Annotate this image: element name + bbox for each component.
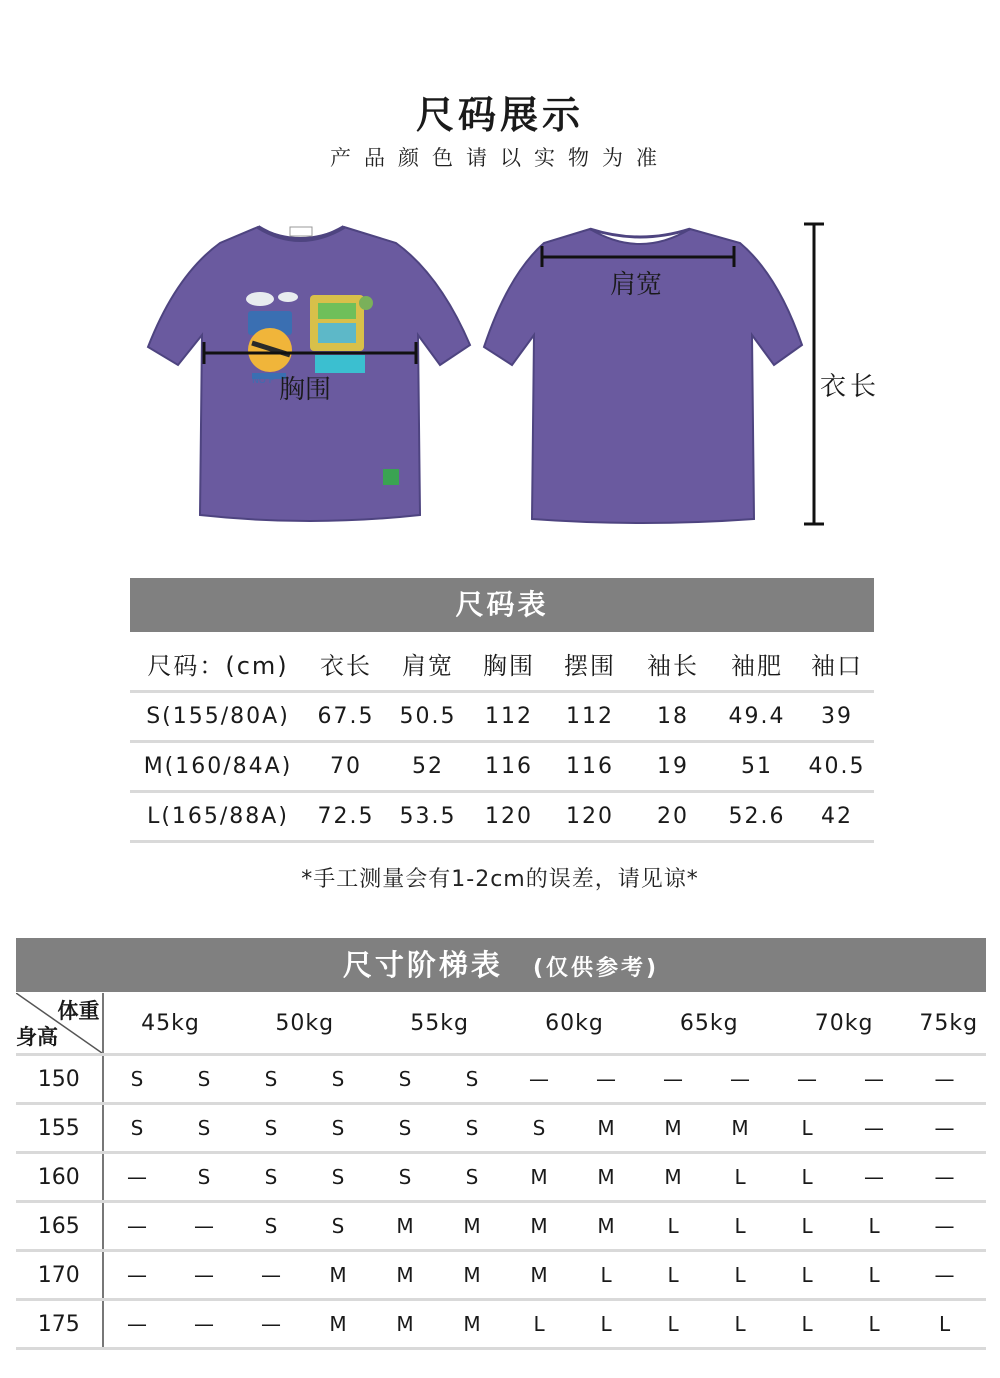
shoulder-label: 肩宽 [610, 270, 663, 300]
size-cell: M [463, 1312, 481, 1336]
header-cell: 肩宽 [386, 636, 470, 692]
table-cell: 40.5 [800, 742, 874, 792]
size-cell: S [197, 1165, 211, 1189]
size-cell: L [801, 1263, 813, 1287]
size-cell: M [329, 1312, 347, 1336]
size-cell: S [264, 1116, 278, 1140]
size-cells-group [103, 1300, 986, 1349]
badge-icon [383, 469, 399, 485]
size-cell: S [532, 1116, 546, 1140]
size-cell: — [934, 1067, 955, 1091]
size-cell: L [734, 1263, 746, 1287]
size-cells-group [103, 1055, 986, 1104]
size-cell: S [465, 1067, 479, 1091]
size-cell: — [194, 1312, 215, 1336]
length-label: 衣长 [820, 372, 881, 402]
header-cell: 胸围 [470, 636, 548, 692]
table-cell: 42 [800, 792, 874, 842]
size-cell: — [127, 1165, 148, 1189]
table-cell: 39 [800, 692, 874, 742]
size-cell: — [864, 1067, 885, 1091]
table-cell: 116 [470, 742, 548, 792]
header-cell: 袖长 [632, 636, 714, 692]
size-cell: — [934, 1214, 955, 1238]
header-cell: 衣长 [306, 636, 386, 692]
size-cell: L [734, 1165, 746, 1189]
size-cell: — [127, 1312, 148, 1336]
height-cell: 150 [16, 1055, 103, 1104]
size-cell: L [734, 1214, 746, 1238]
size-cell: S [398, 1165, 412, 1189]
size-chart-table [130, 636, 874, 843]
size-cell: M [329, 1263, 347, 1287]
height-cell: 175 [16, 1300, 103, 1349]
size-cell: M [597, 1214, 615, 1238]
size-cell: — [194, 1214, 215, 1238]
size-cell: M [530, 1165, 548, 1189]
size-cell: L [533, 1312, 545, 1336]
size-cell: M [664, 1116, 682, 1140]
size-cell: L [667, 1312, 679, 1336]
size-cell: S [197, 1116, 211, 1140]
size-cell: — [127, 1214, 148, 1238]
size-cell: L [667, 1263, 679, 1287]
size-cell: — [797, 1067, 818, 1091]
size-ladder-title-bar [16, 938, 986, 992]
weight-header-row [16, 993, 986, 1055]
size-cell: L [801, 1312, 813, 1336]
size-cell: — [730, 1067, 751, 1091]
size-ladder-title: 尺寸阶梯表 [342, 948, 503, 982]
table-cell: 52.6 [714, 792, 800, 842]
size-cell: — [934, 1165, 955, 1189]
table-cell: 67.5 [306, 692, 386, 742]
size-cell: S [465, 1116, 479, 1140]
size-cell: — [261, 1263, 282, 1287]
size-cell: M [396, 1263, 414, 1287]
weight-header: 65kg [642, 993, 777, 1055]
size-cell: M [463, 1214, 481, 1238]
chest-label: 胸围 [279, 375, 332, 405]
weight-header: 55kg [372, 993, 507, 1055]
size-cell: L [868, 1214, 880, 1238]
table-row [130, 692, 874, 742]
size-cell: S [331, 1165, 345, 1189]
header-cell: 摆围 [548, 636, 632, 692]
size-cell: S [331, 1214, 345, 1238]
height-cell: 155 [16, 1104, 103, 1153]
size-cell: — [127, 1263, 148, 1287]
size-cell: — [934, 1263, 955, 1287]
table-row [16, 1202, 986, 1251]
size-cells-group [103, 1251, 986, 1300]
table-row [16, 1300, 986, 1349]
table-row [130, 742, 874, 792]
table-cell: 19 [632, 742, 714, 792]
size-cell: S [130, 1116, 144, 1140]
size-cell: M [530, 1263, 548, 1287]
print-text: NO P [252, 376, 275, 386]
size-ladder-body [16, 1055, 986, 1349]
table-cell: 51 [714, 742, 800, 792]
size-cell: S [331, 1116, 345, 1140]
size-cell: L [801, 1165, 813, 1189]
table-cell: 120 [548, 792, 632, 842]
height-axis-label: 身高 [16, 1025, 58, 1049]
table-cell: 112 [470, 692, 548, 742]
table-row [16, 1251, 986, 1300]
size-cell: M [731, 1116, 749, 1140]
table-row [16, 1055, 986, 1104]
size-cell: — [194, 1263, 215, 1287]
size-cell: S [264, 1214, 278, 1238]
height-cell: 160 [16, 1153, 103, 1202]
weight-header: 70kg [777, 993, 912, 1055]
size-cells-group [103, 1202, 986, 1251]
size-cell: S [264, 1165, 278, 1189]
header-cell: 袖肥 [714, 636, 800, 692]
size-chart-title: 尺码表 [130, 578, 874, 632]
table-row [16, 1104, 986, 1153]
table-cell: 112 [548, 692, 632, 742]
table-cell: 70 [306, 742, 386, 792]
size-cell: L [801, 1116, 813, 1140]
size-cell: M [597, 1165, 615, 1189]
table-cell: 20 [632, 792, 714, 842]
size-cell: — [529, 1067, 550, 1091]
size-cell: S [197, 1067, 211, 1091]
height-cell: 165 [16, 1202, 103, 1251]
size-cell: S [331, 1067, 345, 1091]
size-cell: — [663, 1067, 684, 1091]
page-subtitle: 产品颜色请以实物为准 [330, 146, 670, 170]
table-row [130, 792, 874, 842]
size-cells-group [103, 1104, 986, 1153]
measurement-note: *手工测量会有1-2cm的误差，请见谅* [301, 867, 699, 892]
weight-header: 50kg [237, 993, 372, 1055]
size-cell: — [864, 1165, 885, 1189]
size-cell: — [864, 1116, 885, 1140]
size-cell: L [667, 1214, 679, 1238]
table-cell: 52 [386, 742, 470, 792]
corner-cell [16, 993, 103, 1055]
size-cell: L [600, 1263, 612, 1287]
size-cell: S [264, 1067, 278, 1091]
weight-header: 75kg [912, 993, 987, 1055]
size-ladder-subtitle: (仅供参考) [532, 956, 660, 981]
size-cell: S [130, 1067, 144, 1091]
table-cell: 116 [548, 742, 632, 792]
header-cell: 袖口 [800, 636, 874, 692]
size-cells-group [103, 1153, 986, 1202]
size-cell: M [396, 1214, 414, 1238]
page-title: 尺码展示 [415, 93, 584, 137]
size-cell: — [596, 1067, 617, 1091]
weight-header: 45kg [103, 993, 238, 1055]
table-cell: 72.5 [306, 792, 386, 842]
table-cell: 120 [470, 792, 548, 842]
weight-header: 60kg [507, 993, 642, 1055]
size-cell: M [664, 1165, 682, 1189]
table-cell: 18 [632, 692, 714, 742]
weight-axis-label: 体重 [57, 999, 100, 1023]
header-cell: 尺码：(cm) [130, 636, 306, 692]
size-cell: S [398, 1116, 412, 1140]
size-cell: L [600, 1312, 612, 1336]
size-cell: S [398, 1067, 412, 1091]
size-cell: — [934, 1116, 955, 1140]
size-cell: S [465, 1165, 479, 1189]
size-cell: L [801, 1214, 813, 1238]
size-cell: M [463, 1263, 481, 1287]
height-cell: 170 [16, 1251, 103, 1300]
size-chart-header-row [130, 636, 874, 692]
table-row [16, 1153, 986, 1202]
size-cell: — [261, 1312, 282, 1336]
size-ladder-table [16, 993, 986, 1350]
table-cell: 50.5 [386, 692, 470, 742]
tshirt-back-image [478, 215, 808, 530]
size-cell: M [396, 1312, 414, 1336]
size-cell: L [938, 1312, 951, 1336]
size-cell: L [868, 1263, 880, 1287]
size-cell: M [530, 1214, 548, 1238]
table-cell: L(165/88A) [130, 792, 306, 842]
table-cell: S(155/80A) [130, 692, 306, 742]
size-cell: L [868, 1312, 880, 1336]
table-cell: 49.4 [714, 692, 800, 742]
table-cell: M(160/84A) [130, 742, 306, 792]
size-cell: L [734, 1312, 746, 1336]
table-cell: 53.5 [386, 792, 470, 842]
size-cell: M [597, 1116, 615, 1140]
